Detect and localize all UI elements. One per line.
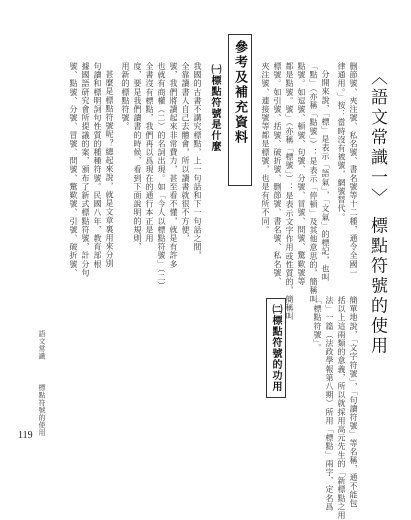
text-line: 全書沒有標點，我們再以爲現在的通行本正是用 <box>145 62 154 243</box>
text-line: 點號。如逗號、頓號、句號、分號、冒號、問號、驚歎號等 <box>297 62 306 286</box>
text-line: 分開來說，「標」是表示「語氣」，「文氣」的標記，也叫 <box>321 70 330 282</box>
text-line: 也就有商權（二）的名詞出現。如「今人以標點符號」（二） <box>157 62 166 291</box>
subheading-function-of-punctuation: ㈡標點符號的功用 <box>270 304 281 392</box>
text-line: 據國語研究會所提議的案，頒布了新式標點符號，計分句 <box>81 62 90 277</box>
text-line: 句讀和標明詞句性質的種種符號。民國八年，教育部根 <box>93 62 102 269</box>
footer-chapter-title: 標點符號的使用 <box>38 384 46 437</box>
text-line: 我國的古書不講究標點，上一句話和下一句話之間， <box>193 62 202 260</box>
text-line: 號、點號、分號、冒號、問號、驚歎號、引號、破折號、 <box>69 62 78 277</box>
text-line: 律通用。」按：當時沒有被號，網號替代。 <box>337 62 346 222</box>
text-line: 都是點號。號」（亦稱「標號」）：是表示文字作用或性質的，簡稱叫 <box>285 62 294 321</box>
text-line: 括以上這兩類的意義，所以就採用高元先生的「新標點之用 <box>337 296 346 520</box>
footer-book-section: 語文常識 <box>38 330 46 360</box>
section-heading: 參考及補充資料 <box>232 40 247 145</box>
text-line: 標號。如引號、括號、破折號、删節號、書名號、私名號、 <box>273 62 282 286</box>
page-number: 119 <box>18 430 33 441</box>
text-line: 「標點符號」。 <box>313 296 322 353</box>
text-line: 號，我們將讀起來非常費力，甚至看不懂，就是有許多 <box>169 62 178 269</box>
text-line: 删節號、夾注號、私名號、書名號等十二種，通令全國一 <box>349 62 358 277</box>
subheading-what-is-punctuation: ㈠標點符號是什麼 <box>209 64 220 152</box>
text-line: 簡單地說，「文字符號」，「句讀符號」等名稱，通不能包 <box>349 296 358 508</box>
text-line: 度，要是我們讀書的時候，看到下面說明的規則， <box>133 62 142 252</box>
text-line: 夾注號、連接號等都是標號，也是有所不同。 <box>261 62 270 234</box>
text-line: 甚麼是標點符號呢？總起來說，就是文章裏用來分別 <box>105 70 114 268</box>
text-line: 全靠讀書人自己去體會，所以讀書就很不方便， <box>181 62 190 243</box>
page-title: 〈語文常識一〉 標點符號的使用 <box>367 68 387 357</box>
text-line: 法」一篇（法政學報第八期）所用「標點」兩字，定名爲 <box>325 296 334 511</box>
text-line: 用新的標點符號。 <box>121 62 130 131</box>
text-line: 「點」（亦稱「點號」）：是表示「停頓」及其他意思的，簡稱叫 <box>309 62 318 304</box>
